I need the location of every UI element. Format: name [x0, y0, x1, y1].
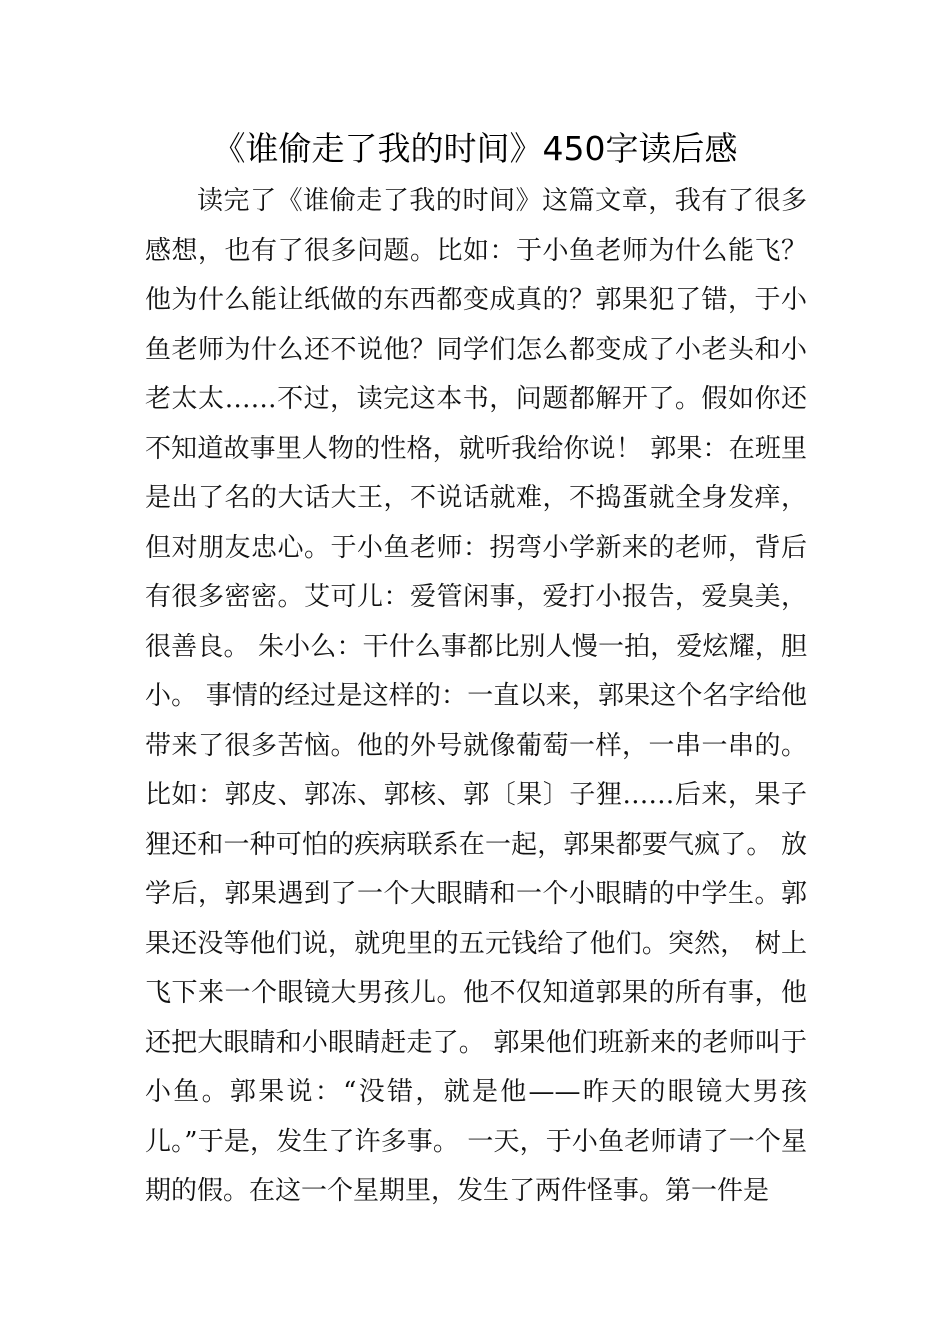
document-title: 《谁偷走了我的时间》450字读后感 — [212, 129, 738, 168]
document-body-paragraph: 读完了《谁偷走了我的时间》这篇文章，我有了很多感想，也有了很多问题。比如：于小鱼老师为什么能飞？他为什么能让纸做的东西都变成真的？郭果犯了错，于小鱼老师为什么还不说他？同学们怎么都变成了小老头和小老太太……不过，读完这本书，问题都解开了。假如你还不知道故事里人物的性格，就听我给你说！ 郭果：在班里是出了名的大话大王，不说话就难，不捣蛋就全身发痒，但对朋友忠心。于小鱼老师：拐弯小学新来的老师，背后有很多密密。艾可儿：爱管闲事，爱打小报告，爱臭美，很善良。 朱小么：干什么事都比别人慢一拍，爱炫耀，胆小。 事情的经过是这样的：一直以来，郭果这个名字给他带来了很多苦恼。他的外号就像葡萄一样，一串一串的。比如：郭皮、郭冻、郭核、郭〔果〕子狸……后来，果子狸还和一种可怕的疾病联系在一起，郭果都要气疯了。 放学后，郭果遇到了一个大眼睛和一个小眼睛的中学生。郭果还没等他们说，就兜里的五元钱给了他们。突然， 树上飞下来一个眼镜大男孩儿。他不仅知道郭果的所有事，他还把大眼睛和小眼睛赶走了。 郭果他们班新来的老师叫于小鱼。郭果说：“没错，就是他——昨天的眼镜大男孩儿。”于是，发生了许多事。 一天，于小鱼老师请了一个星期的假。在这一个星期里，发生了两件怪事。第一件是 — [145, 186, 807, 1206]
